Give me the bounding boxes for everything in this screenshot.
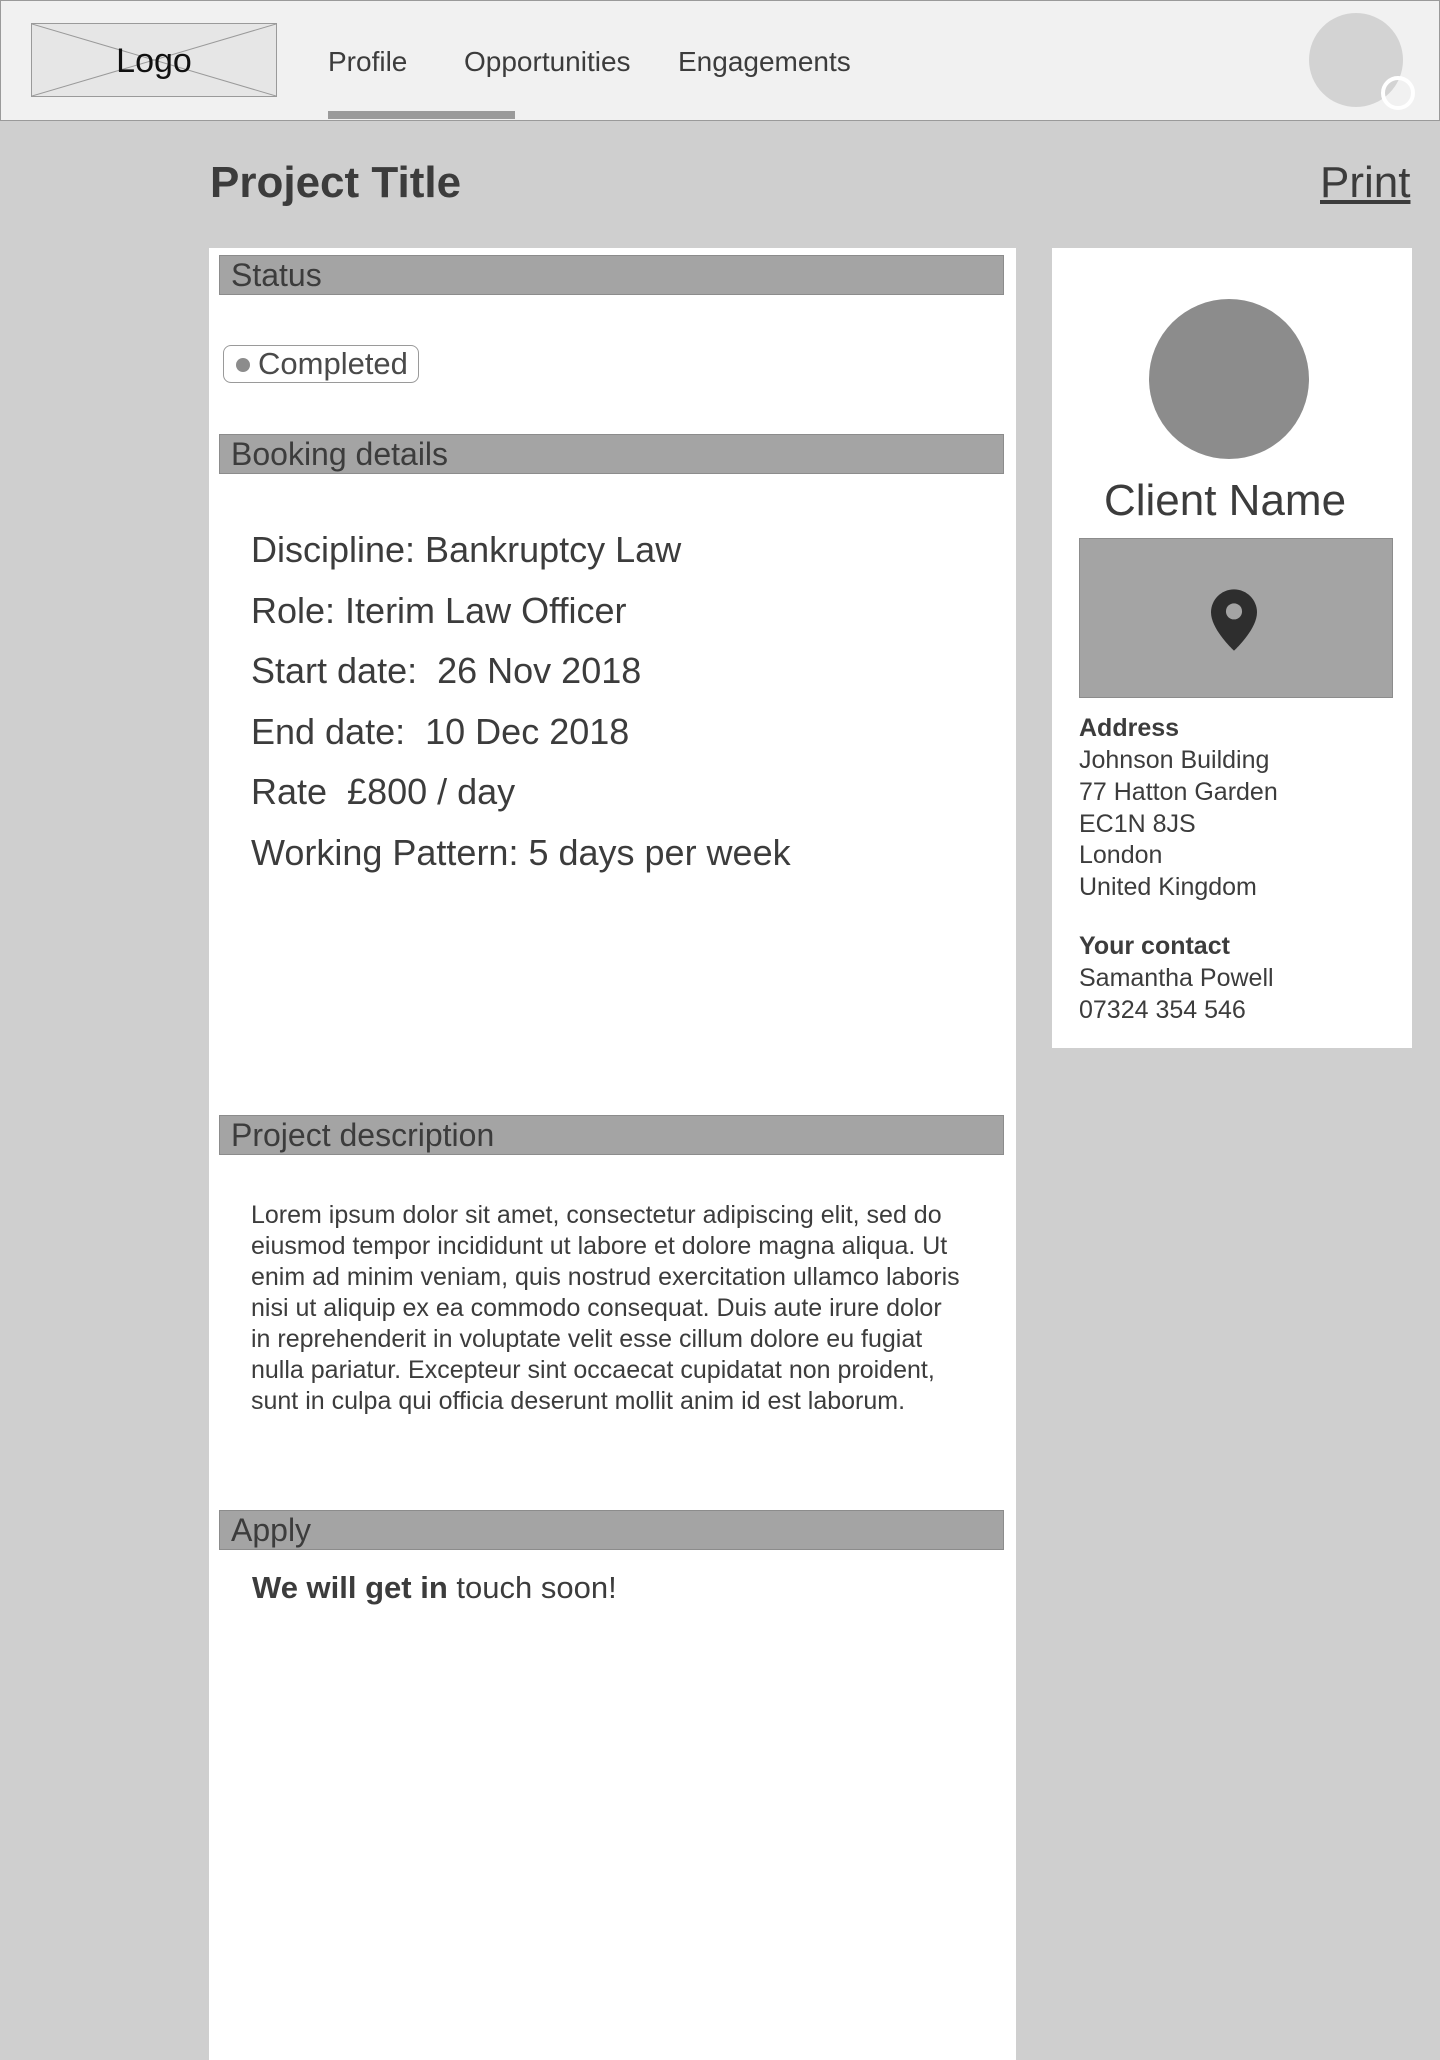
contact-name: Samantha Powell — [1079, 964, 1274, 992]
status-dot-icon — [236, 358, 250, 372]
discipline-line: Discipline: Bankruptcy Law — [251, 529, 682, 570]
working-pattern-line: Working Pattern: 5 days per week — [251, 832, 791, 873]
address-line: 77 Hatton Garden — [1079, 778, 1278, 806]
apply-section-header: Apply — [219, 1510, 1004, 1550]
address-line: Johnson Building — [1079, 746, 1270, 774]
nav-opportunities[interactable]: Opportunities — [464, 46, 631, 77]
apply-message-rest: touch soon! — [447, 1570, 617, 1605]
start-date-line: Start date: 26 Nov 2018 — [251, 650, 642, 691]
client-map[interactable] — [1079, 538, 1393, 698]
role-line: Role: Iterim Law Officer — [251, 590, 627, 631]
status-badge — [223, 345, 419, 383]
end-date-line: End date: 10 Dec 2018 — [251, 711, 630, 752]
address-line: London — [1079, 841, 1163, 869]
client-name: Client Name — [1103, 476, 1347, 525]
logo[interactable] — [31, 23, 277, 97]
client-card — [1052, 248, 1412, 1048]
rate-line: Rate £800 / day — [251, 771, 516, 812]
address-line: EC1N 8JS — [1079, 810, 1196, 838]
nav-engagements[interactable]: Engagements — [678, 46, 851, 77]
address-label: Address — [1079, 714, 1180, 742]
client-avatar — [1149, 299, 1309, 459]
print-link[interactable]: Print — [1320, 158, 1411, 207]
project-details-panel — [209, 248, 1016, 2060]
contact-label: Your contact — [1079, 932, 1230, 960]
project-description-text: Lorem ipsum dolor sit amet, consectetur adipiscing elit, sed do eiusmod tempor incididunt ut labore et dolore magna aliqua. Ut enim ad minim veniam, quis nostrud exercitation ullamco laboris nisi ut aliquip ex ea commodo consequat. Duis aute irure dolor in reprehenderit in voluptate velit esse cillum dolore eu fugiat nulla pariatur. Excepteur sint occaecat cupidatat non proident, sunt in culpa qui officia deserunt mollit anim id est laborum. — [251, 1201, 960, 1415]
nav-profile[interactable]: Profile — [328, 46, 408, 77]
active-tab-indicator — [328, 111, 515, 119]
top-navigation-bar — [0, 0, 1440, 121]
address-line: United Kingdom — [1079, 873, 1257, 901]
logo-text: Logo — [116, 42, 192, 80]
status-indicator-icon — [1381, 76, 1415, 110]
page-title: Project Title — [210, 158, 462, 207]
status-section-header: Status — [219, 255, 1004, 295]
status-value: Completed — [258, 346, 408, 381]
apply-message — [252, 1570, 617, 1606]
contact-phone[interactable]: 07324 354 546 — [1079, 996, 1246, 1024]
apply-message-bold: We will get in — [252, 1570, 448, 1605]
map-pin-icon — [1211, 589, 1257, 651]
project-description-header: Project description — [219, 1115, 1004, 1155]
booking-details-header: Booking details — [219, 434, 1004, 474]
